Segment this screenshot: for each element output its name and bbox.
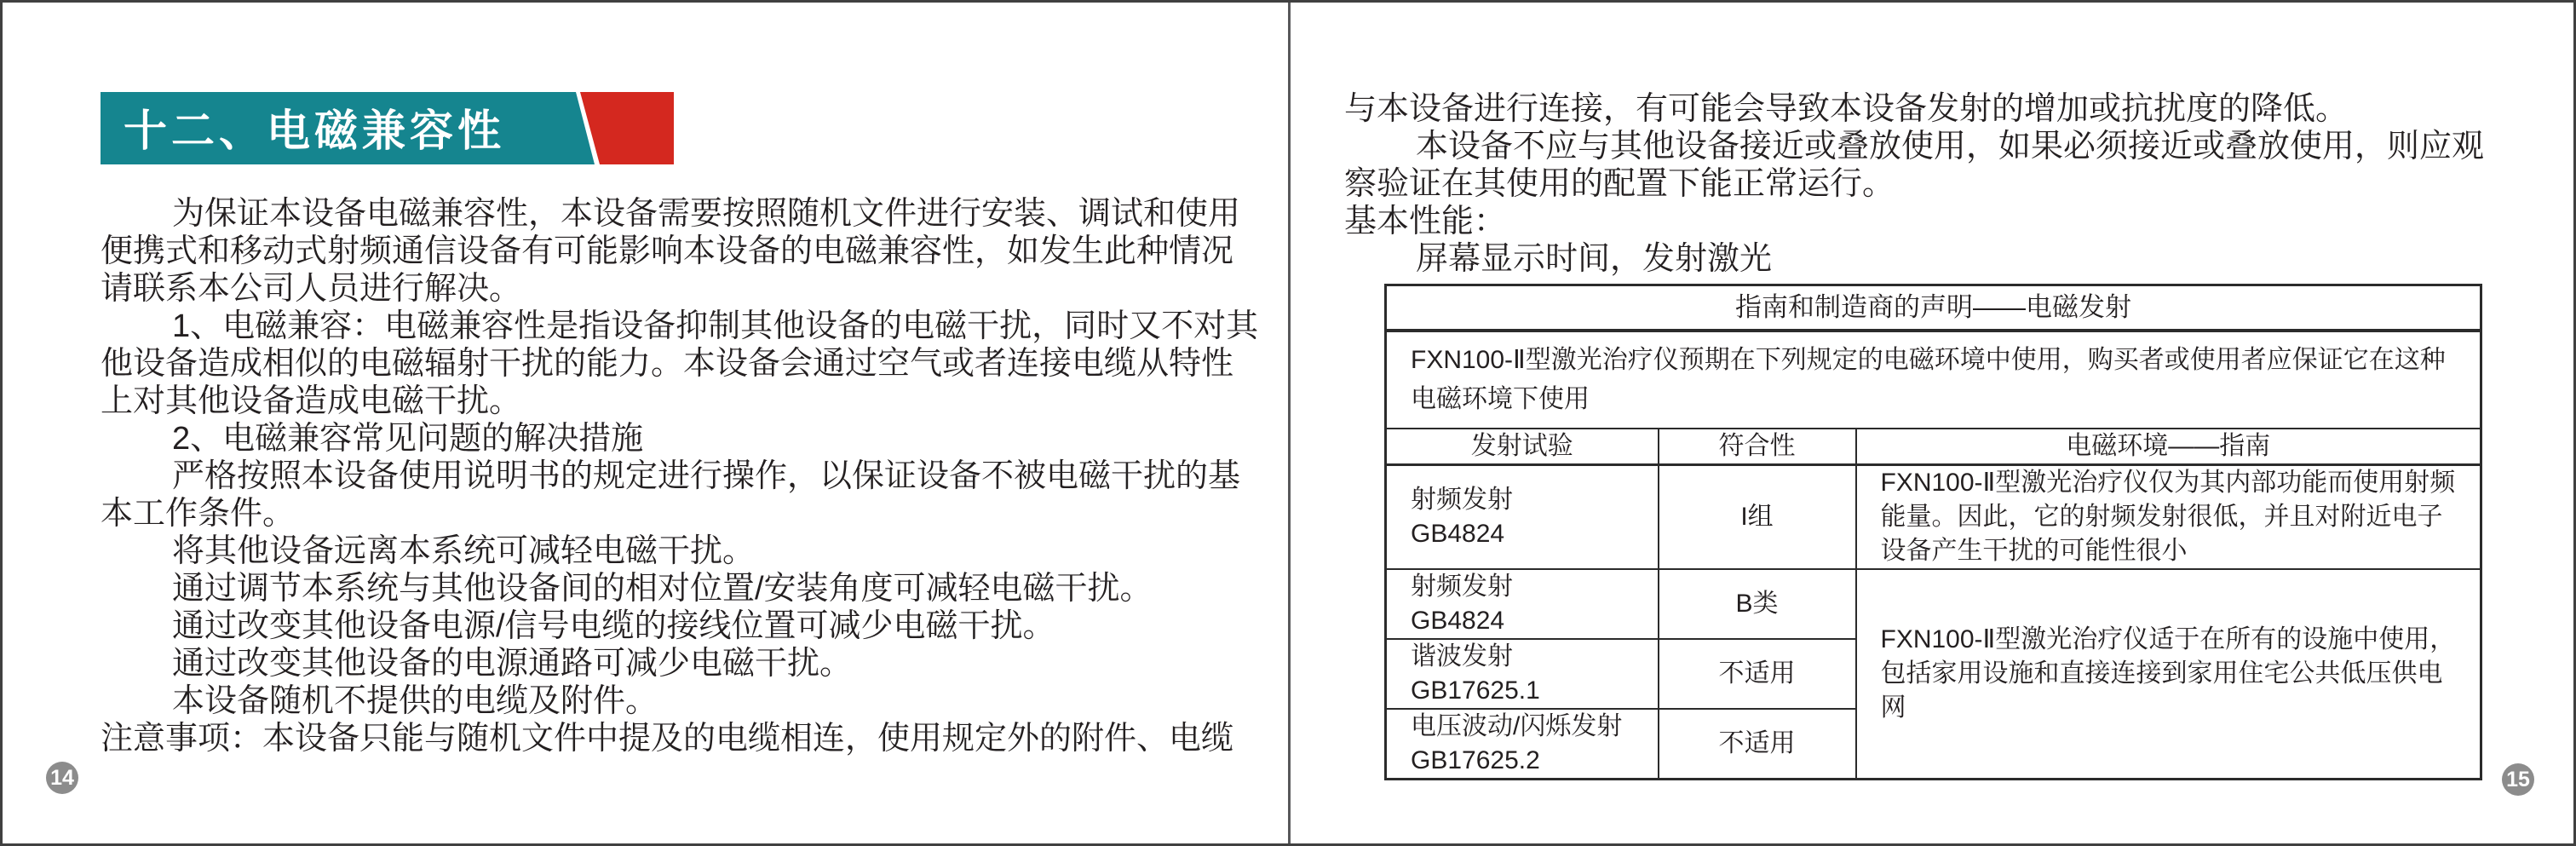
cell-test <box>1386 639 1659 709</box>
text-line: 基本性能： <box>1344 204 1507 239</box>
text-line: 本工作条件。 <box>101 496 296 532</box>
text-line: 本设备随机不提供的电缆及附件。 <box>172 683 658 719</box>
page-number-badge: 14 <box>46 762 78 794</box>
test-name: 射频发射 <box>1411 573 1513 601</box>
page-right <box>1288 3 2576 843</box>
text-line: 屏幕显示时间，发射激光 <box>1416 241 1773 277</box>
table-row <box>1386 569 2481 639</box>
cell-guidance: FXN100-Ⅱ型激光治疗仪适于在所有的设施中使用，包括家用设施和直接连接到家用住宅公共低压供电网 <box>1856 569 2481 780</box>
column-header-guidance: 电磁环境——指南 <box>1856 429 2481 465</box>
cell-compliance: 不适用 <box>1659 709 1856 780</box>
test-name: 射频发射 <box>1411 486 1513 514</box>
test-standard: GB17625.1 <box>1411 676 1540 705</box>
text-line: 便携式和移动式射频通信设备有可能影响本设备的电磁兼容性，如发生此种情况 <box>101 233 1234 269</box>
cell-test <box>1386 709 1659 780</box>
text-line: 通过调节本系统与其他设备间的相对位置/安装角度可减轻电磁干扰。 <box>172 571 1153 607</box>
table-intro-row <box>1386 331 2481 429</box>
table-title-row <box>1386 285 2481 331</box>
text-line: 严格按照本设备使用说明书的规定进行操作，以保证设备不被电磁干扰的基 <box>172 458 1241 494</box>
cell-compliance: I组 <box>1659 465 1856 570</box>
text-line: 通过改变其他设备的电源通路可减少电磁干扰。 <box>172 646 853 682</box>
test-standard: GB4824 <box>1411 607 1505 635</box>
column-header-test: 发射试验 <box>1386 429 1659 465</box>
page-number-badge: 15 <box>2502 763 2534 796</box>
test-name: 电压波动/闪烁发射 <box>1411 712 1623 740</box>
table-title: 指南和制造商的声明——电磁发射 <box>1386 285 2481 331</box>
note-line: 注意事项：本设备只能与随机文件中提及的电缆相连，使用规定外的附件、电缆 <box>101 721 1234 757</box>
body-text-right <box>1344 90 2520 278</box>
body-text-left <box>101 195 1259 757</box>
cell-guidance: FXN100-Ⅱ型激光治疗仪仅为其内部功能而使用射频能量。因此，它的射频发射很低，并且对附近电子设备产生干扰的可能性很小 <box>1856 465 2481 570</box>
test-standard: GB17625.2 <box>1411 746 1540 774</box>
page-left <box>3 3 1288 843</box>
text-line: 为保证本设备电磁兼容性，本设备需要按照随机文件进行安装、调试和使用 <box>172 196 1241 232</box>
cell-test <box>1386 465 1659 570</box>
table-intro: FXN100-Ⅱ型激光治疗仪预期在下列规定的电磁环境中使用，购买者或使用者应保证它在这种电磁环境下使用 <box>1386 331 2481 429</box>
table-row <box>1386 465 2481 570</box>
section-banner <box>101 92 674 164</box>
test-standard: GB4824 <box>1411 520 1505 548</box>
text-line: 察验证在其使用的配置下能正常运行。 <box>1344 166 1895 202</box>
text-line: 他设备造成相似的电磁辐射干扰的能力。本设备会通过空气或者连接电缆从特性 <box>101 346 1234 382</box>
cell-compliance: 不适用 <box>1659 639 1856 709</box>
text-line: 2、电磁兼容常见问题的解决措施 <box>172 421 644 457</box>
text-line: 将其他设备远离本系统可减轻电磁干扰。 <box>172 533 756 569</box>
text-line: 本设备不应与其他设备接近或叠放使用，如果必须接近或叠放使用，则应观 <box>1416 129 2485 164</box>
cell-compliance: B类 <box>1659 569 1856 639</box>
column-header-compliance: 符合性 <box>1659 429 1856 465</box>
test-name: 谐波发射 <box>1411 642 1513 670</box>
section-title: 十二、电磁兼容性 <box>124 106 506 155</box>
text-line: 与本设备进行连接，有可能会导致本设备发射的增加或抗扰度的降低。 <box>1344 91 2349 127</box>
text-line: 上对其他设备造成电磁干扰。 <box>101 383 522 419</box>
text-line: 通过改变其他设备电源/信号电缆的接线位置可减少电磁干扰。 <box>172 608 1055 644</box>
emc-emissions-table <box>1384 284 2482 780</box>
table-header-row <box>1386 429 2481 465</box>
text-line: 1、电磁兼容：电磁兼容性是指设备抑制其他设备的电磁干扰，同时又不对其 <box>172 308 1259 344</box>
text-line: 请联系本公司人员进行解决。 <box>101 271 522 307</box>
cell-test <box>1386 569 1659 639</box>
